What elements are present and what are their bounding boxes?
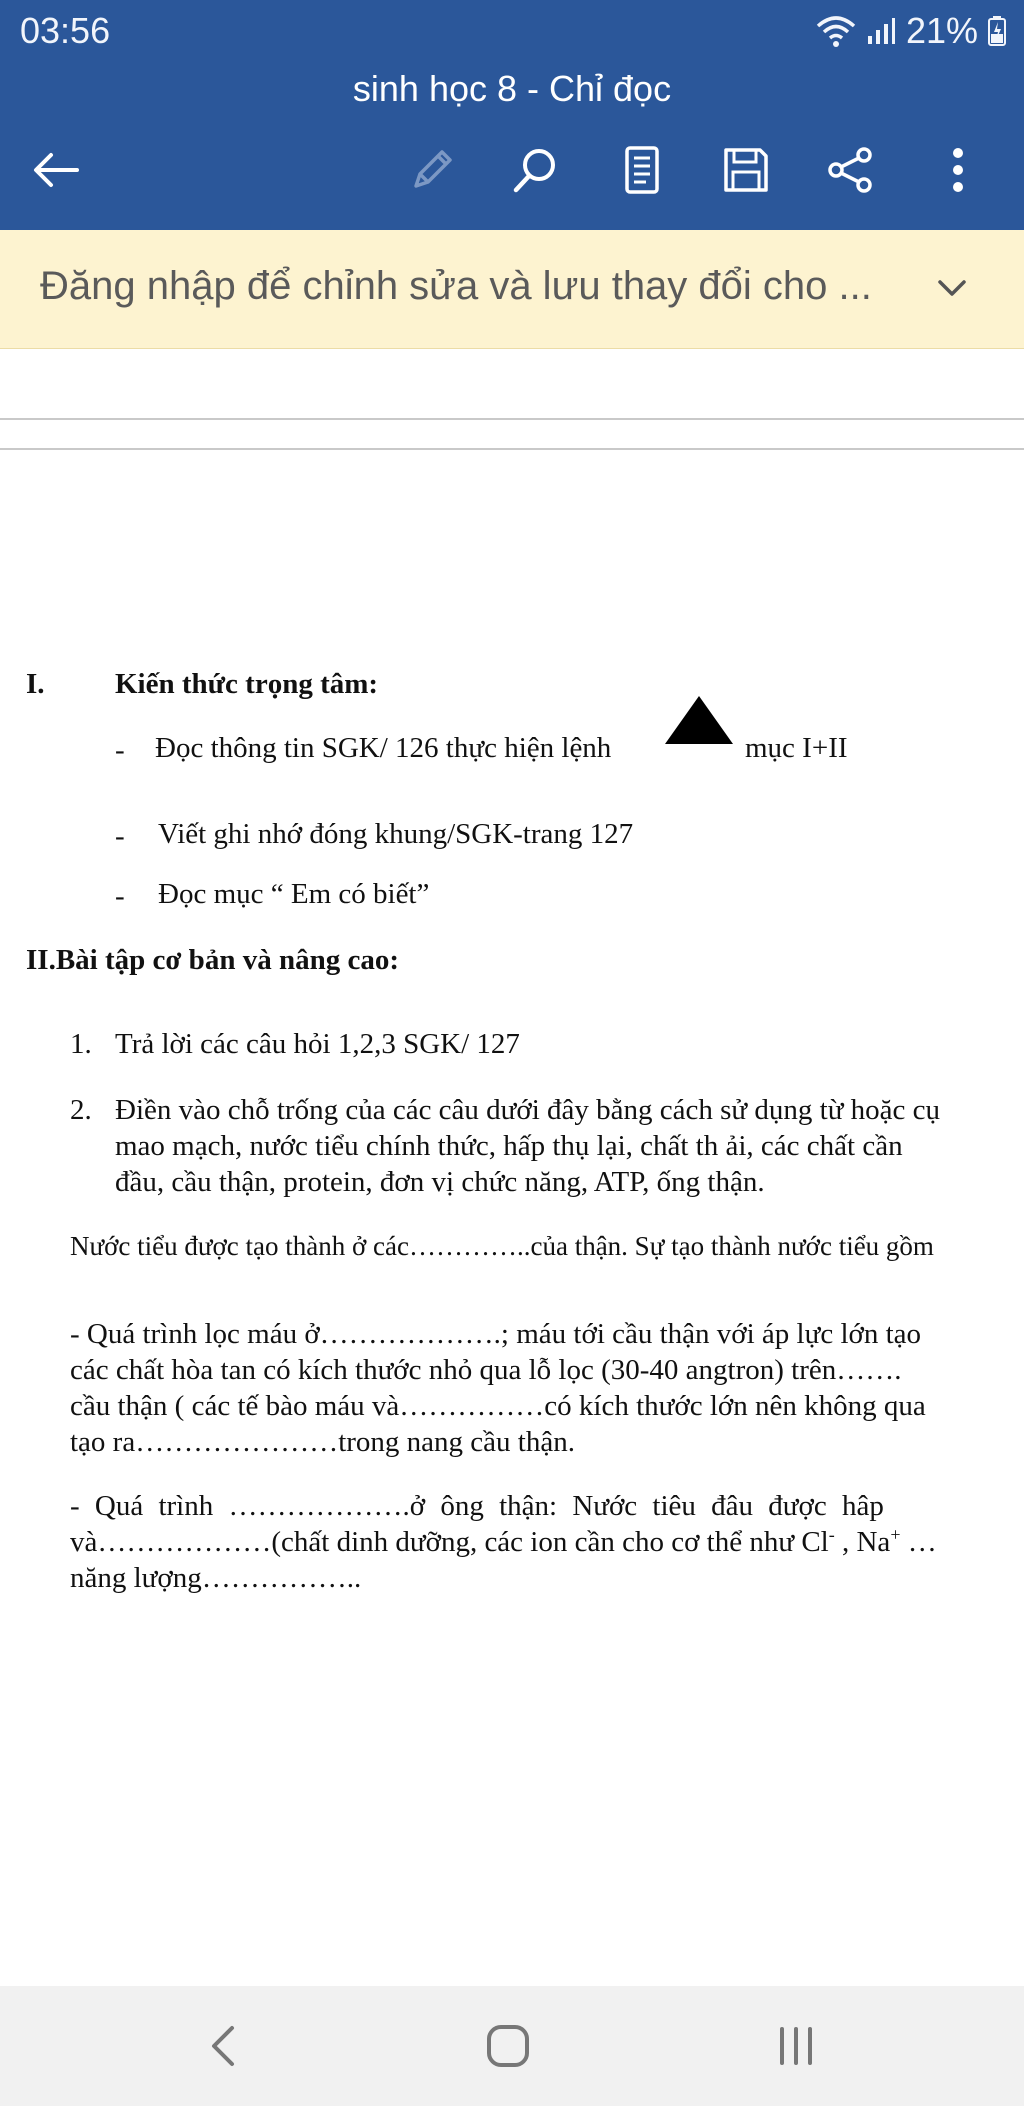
sign-in-banner-text: Đăng nhập để chỉnh sửa và lưu thay đổi cho ...: [40, 264, 872, 308]
save-icon[interactable]: [716, 140, 776, 200]
document-title: sinh học 8 - Chỉ đọc: [352, 68, 672, 109]
paragraph-3-line-2: [70, 1524, 937, 1560]
paragraph-3-line-1: - Quá trình ……………….ở ông thận: Nước tiêu đâu được hâp: [70, 1490, 884, 1522]
paragraph-3-line-2-a: và………………(chất dinh dưỡng, các ion cần cho cơ thể như Cl: [70, 1526, 829, 1558]
item-2-line-1: Điền vào chỗ trống của các câu dưới đây bằng cách sử dụng từ hoặc cụ: [115, 1094, 941, 1126]
paragraph-3-line-2-c: …: [900, 1526, 937, 1558]
paragraph-1: Nước tiểu được tạo thành ở các…………..của thận. Sự tạo thành nước tiểu gồm: [70, 1231, 934, 1261]
paragraph-2-line-3: cầu thận ( các tế bào máu và……………có kích thước lớn nên không qua: [70, 1390, 926, 1422]
bullet-1-text: Đọc thông tin SGK/ 126 thực hiện lệnh: [155, 732, 612, 764]
bullet-marker: -: [115, 734, 125, 766]
bullet-1-suffix: mục I+II: [745, 732, 848, 764]
more-options-icon[interactable]: [928, 140, 988, 200]
paragraph-3-line-3: năng lượng……………..: [70, 1562, 362, 1594]
paragraph-2-line-1: - Quá trình lọc máu ở……………….; máu tới cầu thận với áp lực lớn tạo: [70, 1318, 922, 1350]
edit-pencil-icon[interactable]: [402, 140, 462, 200]
section-1-title: Kiến thức trọng tâm:: [115, 668, 379, 700]
nav-back-icon[interactable]: [193, 2016, 253, 2076]
item-2-line-3: đầu, cầu thận, protein, đơn vị chức năng, ATP, ống thận.: [115, 1166, 765, 1198]
back-arrow-icon[interactable]: [26, 140, 86, 200]
reading-view-icon[interactable]: [612, 140, 672, 200]
bullet-3-text: Đọc mục “ Em có biết”: [158, 878, 430, 910]
chloride-superscript: -: [828, 1524, 835, 1545]
bullet-marker: -: [115, 820, 125, 852]
sign-in-banner[interactable]: [0, 230, 1024, 349]
chevron-down-icon[interactable]: [930, 266, 974, 310]
share-icon[interactable]: [820, 140, 880, 200]
document-page: [0, 446, 1024, 1986]
item-1-text: Trả lời các câu hỏi 1,2,3 SGK/ 127: [115, 1028, 520, 1060]
item-2-number: 2.: [70, 1094, 92, 1126]
sodium-superscript: +: [890, 1524, 901, 1545]
status-icons: [816, 10, 1006, 52]
signal-icon: [866, 16, 896, 46]
triangle-command-icon: [665, 696, 733, 744]
paragraph-2-line-4: tạo ra…………………trong nang cầu thận.: [70, 1426, 575, 1458]
section-2-title: II.Bài tập cơ bản và nâng cao:: [26, 944, 399, 976]
battery-percent: 21%: [905, 10, 978, 51]
battery-icon: [988, 16, 1006, 46]
wifi-icon: [816, 14, 856, 48]
status-time: 03:56: [20, 10, 111, 51]
nav-recents-icon[interactable]: [766, 2016, 826, 2076]
app-header: [0, 0, 1024, 230]
bullet-marker: -: [115, 880, 125, 912]
item-1-number: 1.: [70, 1028, 92, 1060]
paragraph-2-line-2: các chất hòa tan có kích thước nhỏ qua lỗ lọc (30-40 angtron) trên…….: [70, 1354, 902, 1386]
section-1-number: I.: [26, 668, 45, 700]
search-icon[interactable]: [506, 140, 566, 200]
nav-home-icon[interactable]: [478, 2016, 538, 2076]
system-navigation-bar: [0, 1986, 1024, 2106]
item-2-line-2: mao mạch, nước tiểu chính thức, hấp thụ lại, chất th ải, các chất cần: [115, 1130, 903, 1162]
paragraph-3-line-2-b: , Na: [834, 1526, 891, 1558]
bullet-2-text: Viết ghi nhớ đóng khung/SGK-trang 127: [158, 818, 634, 850]
